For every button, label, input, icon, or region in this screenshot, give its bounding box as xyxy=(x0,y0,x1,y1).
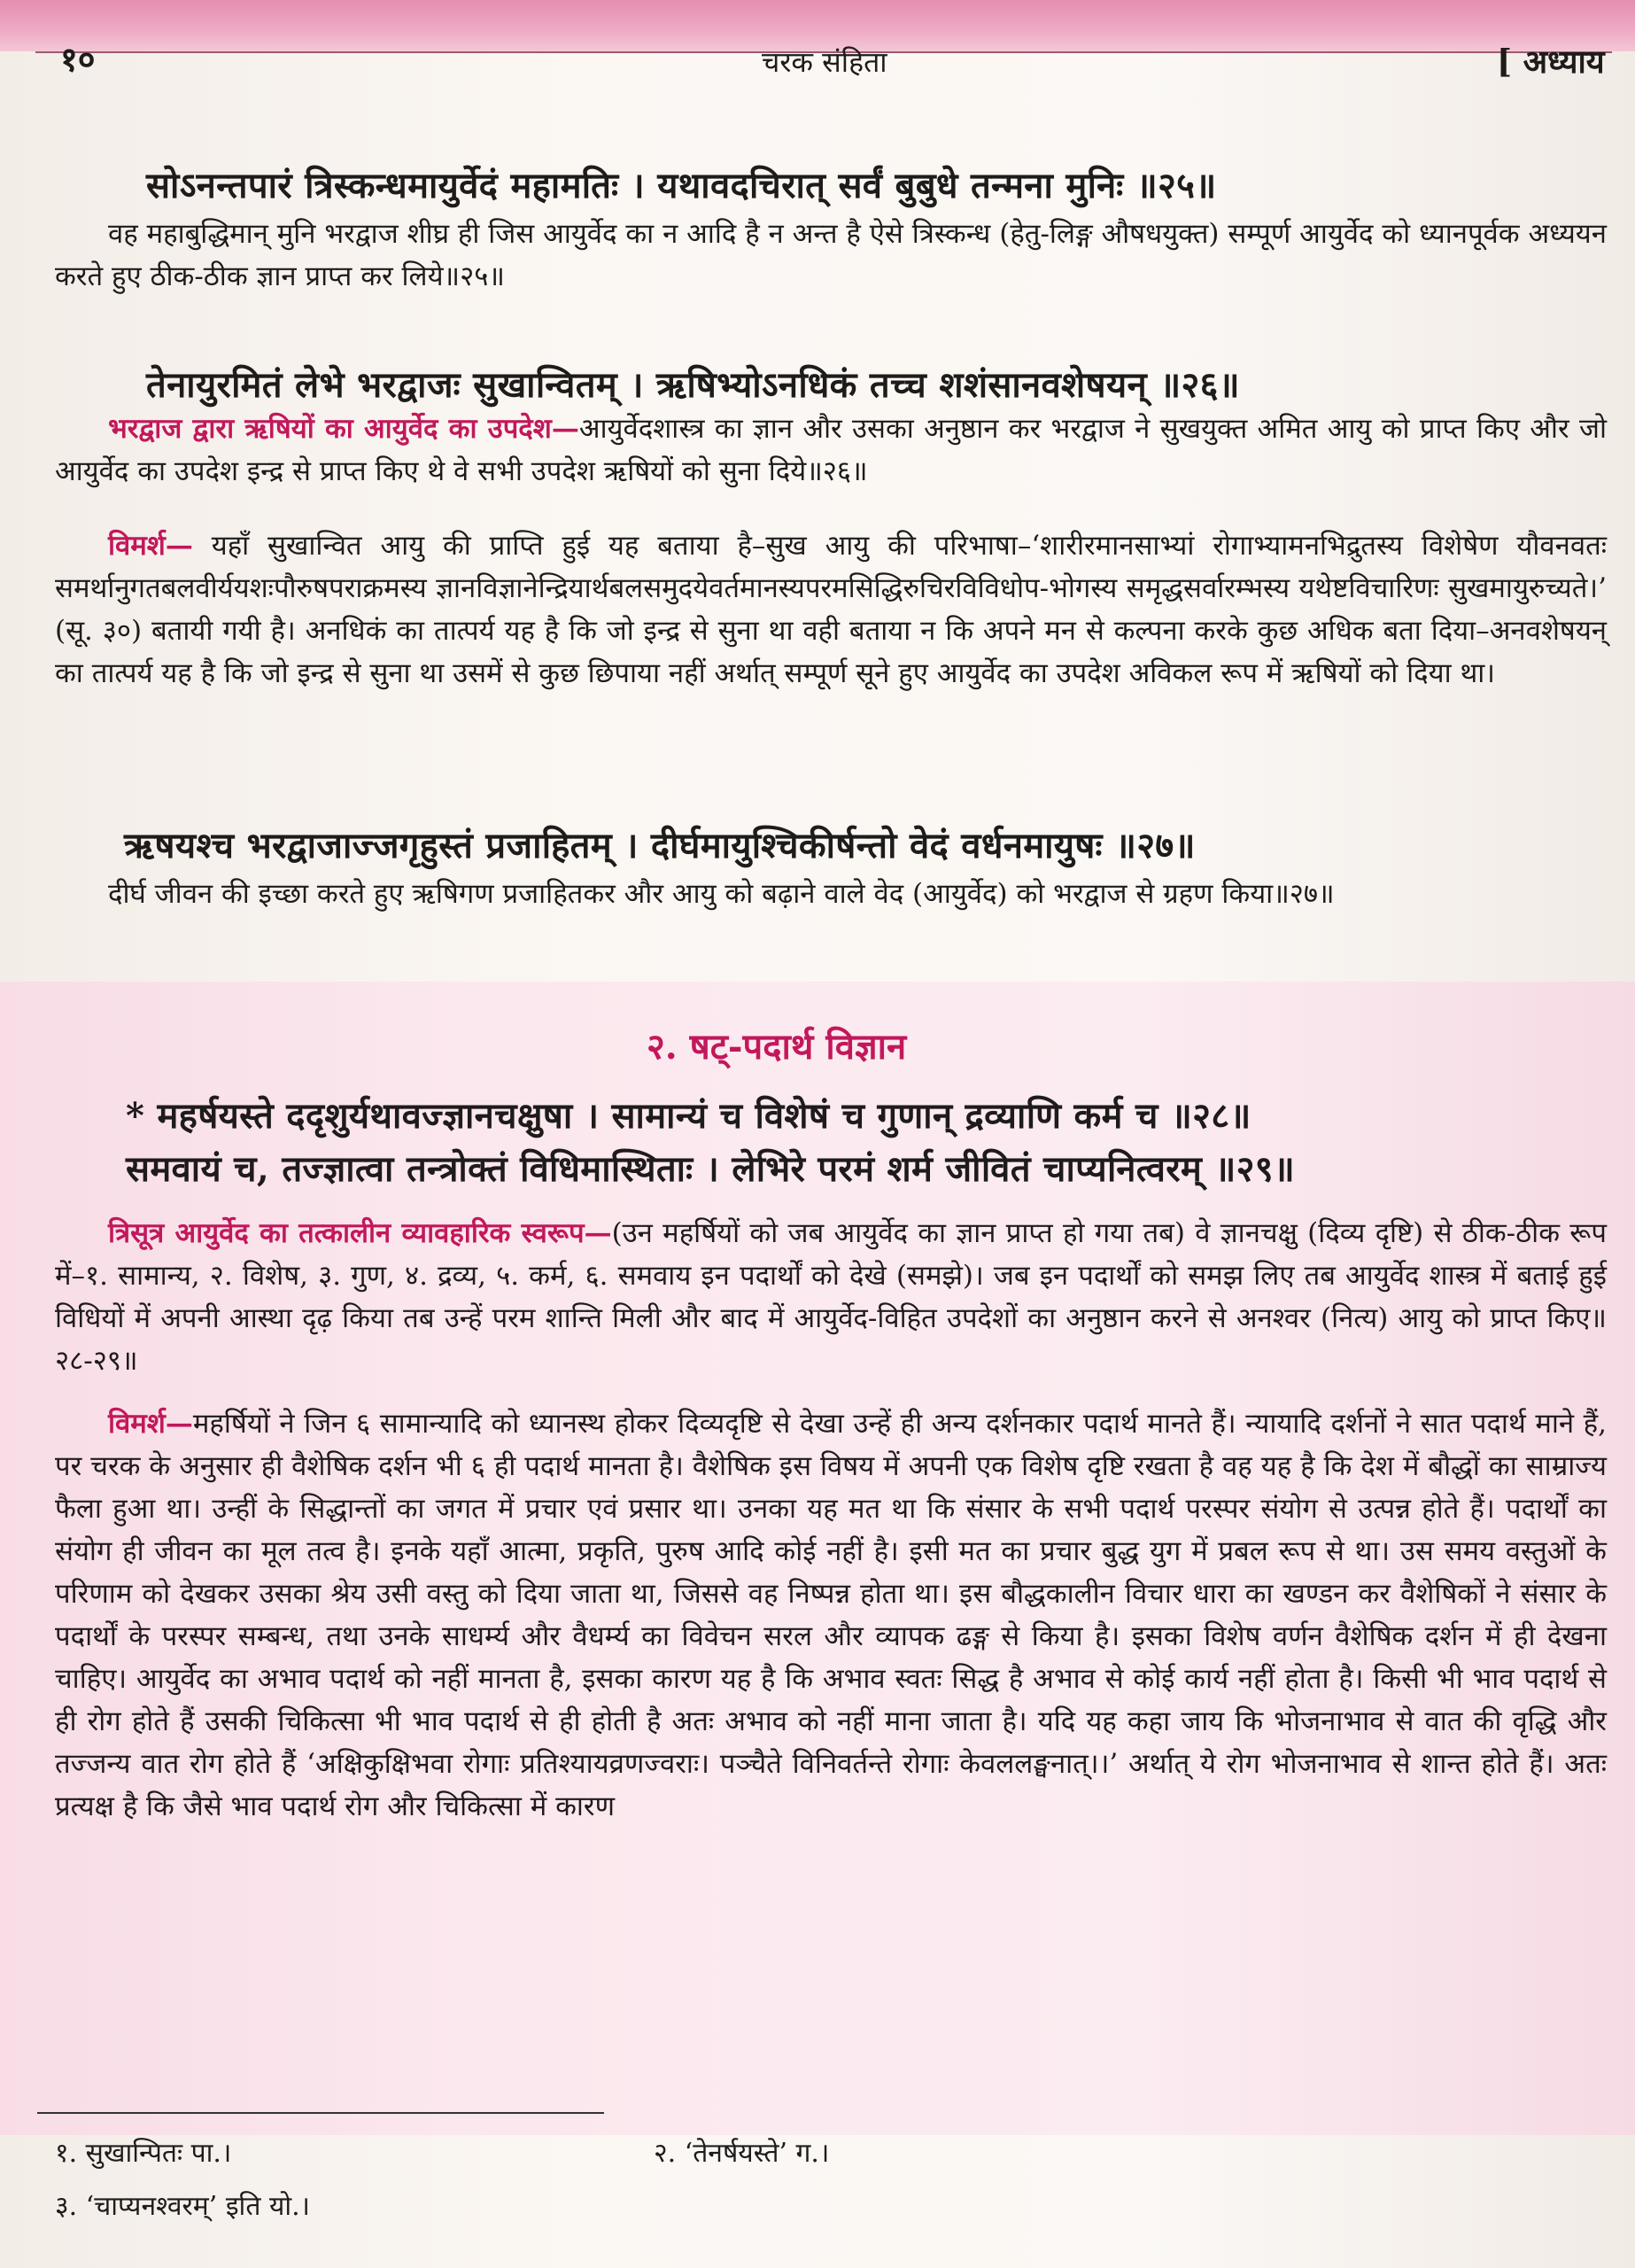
verse-27: ऋषयश्च भरद्वाजाज्जगृहुस्तं प्रजाहितम् । दीर्घमायुश्चिकीर्षन्तो वेदं वर्धनमायुषः ॥२७॥ xyxy=(124,825,1196,866)
verse-28: * महर्षयस्ते ददृशुर्यथावज्ज्ञानचक्षुषा । सामान्यं च विशेषं च गुणान् द्रव्याणि कर्म च ॥२८॥ xyxy=(126,1095,1251,1137)
verse-25: सोऽनन्तपारं त्रिस्कन्धमायुर्वेदं महामतिः । यथावदचिरात् सर्वं बुबुधे तन्मना मुनिः ॥२५॥ xyxy=(146,165,1217,206)
paragraph-26-text: आयुर्वेदशास्त्र का ज्ञान और उसका अनुष्ठान कर भरद्वाज ने सुखयुक्त अमित आयु को प्राप्त किए और जो आयुर्वेद का उपदेश इन्द्र से प्राप्त किए थे वे सभी उपदेश ऋषियों को सुना दिये॥२६॥ xyxy=(55,413,1607,487)
footnote-2: २. ‘तेनर्षयस्ते’ ग.। xyxy=(654,2138,830,2169)
paragraph-28-text: (उन महर्षियों को जब आयुर्वेद का ज्ञान प्राप्त हो गया तब) वे ज्ञानचक्षु (दिव्य दृष्टि) से ठीक-ठीक रूप में–१. सामान्य, २. विशेष, ३. गुण, ४. द्रव्य, ५. कर्म, ६. समवाय इन पदार्थों को देखे (समझे)। जब इन पदार्थों को समझ लिए तब आयुर्वेद शास्त्र में बताई हुई विधियों में अपनी आस्था दृढ़ किया तब उन्हें परम शान्ति मिली और बाद में आयुर्वेद-विहित उपदेशों का अनुष्ठान करने से अनश्वर (नित्य) आयु को प्राप्त किए॥२८-२९॥ xyxy=(55,1217,1607,1377)
paragraph-26-label: भरद्वाज द्वारा ऋषियों का आयुर्वेद का उपदेश— xyxy=(108,413,579,445)
verse-29: समवायं च, तज्ज्ञात्वा तन्त्रोक्तं विधिमास्थिताः । लेभिरे परमं शर्म जीवितं चाप्यनित्वरम् ॥२९॥ xyxy=(126,1148,1296,1190)
vimarsha-1-label: विमर्श— xyxy=(108,530,193,562)
vimarsha-2 xyxy=(55,1402,1607,1828)
vimarsha-1-text: यहाँ सुखान्वित आयु की प्राप्ति हुई यह बताया है–सुख आयु की परिभाषा–‘शारीरमानसाभ्यां रोगाभ्यामनभिद्रुतस्य विशेषेण यौवनवतः समर्थानुगतबलवीर्ययशःपौरुषपराक्रमस्य ज्ञानविज्ञानेन्द्रियार्थबलसमुदयेवर्तमानस्यपरमसिद्धिरुचिरविविधोप-भोगस्य समृद्धसर्वारम्भस्य यथेष्टविचारिणः सुखमायुरुच्यते।’ (सू. ३०) बतायी गयी है। अनधिकं का तात्पर्य यह है कि जो इन्द्र से सुना था वही बताया न कि अपने मन से कल्पना करके कुछ अधिक बता दिया–अनवशेषयन् का तात्पर्य यह है कि जो इन्द्र से सुना था उसमें से कुछ छिपाया नहीं अर्थात् सम्पूर्ण सूने हुए आयुर्वेद का उपदेश अविकल रूप में ऋषियों को दिया था। xyxy=(55,530,1607,689)
paragraph-28-label: त्रिसूत्र आयुर्वेद का तत्कालीन व्यावहारिक स्वरूप— xyxy=(108,1217,612,1249)
paragraph-27: दीर्घ जीवन की इच्छा करते हुए ऋषिगण प्रजाहितकर और आयु को बढ़ाने वाले वेद (आयुर्वेद) को भरद्वाज से ग्रहण किया॥२७॥ xyxy=(108,878,1335,910)
page-number: १० xyxy=(60,39,96,79)
vimarsha-2-label: विमर्श— xyxy=(108,1408,193,1440)
running-title: चरक संहिता xyxy=(762,45,887,79)
paragraph-26 xyxy=(55,408,1607,493)
paragraph-25: वह महाबुद्धिमान् मुनि भरद्वाज शीघ्र ही जिस आयुर्वेद का न आदि है न अन्त है ऐसे त्रिस्कन्ध (हेतु-लिङ्ग औषधयुक्त) सम्पूर्ण आयुर्वेद को ध्यानपूर्वक अध्ययन करते हुए ठीक-ठीक ज्ञान प्राप्त कर लिये॥२५॥ xyxy=(55,218,1607,292)
paragraph-28-29 xyxy=(55,1212,1607,1382)
footnote-rule xyxy=(37,2112,604,2114)
verse-26: तेनायुरमितं लेभे भरद्वाजः सुखान्वितम् । ऋषिभ्योऽनधिकं तच्च शशंसानवशेषयन् ॥२६॥ xyxy=(146,364,1240,406)
footnote-1: १. सुखान्पितः पा.। xyxy=(55,2138,232,2169)
vimarsha-2-text: महर्षियों ने जिन ६ सामान्यादि को ध्यानस्थ होकर दिव्यदृष्टि से देखा उन्हें ही अन्य दर्शनकार पदार्थ मानते हैं। न्यायादि दर्शनों ने सात पदार्थ माने हैं, पर चरक के अनुसार ही वैशेषिक दर्शन भी ६ ही पदार्थ मानता है। वैशेषिक इस विषय में अपनी एक विशेष दृष्टि रखता है वह यह है कि देश में बौद्धों का साम्राज्य फैला हुआ था। उन्हीं के सिद्धान्तों का जगत में प्रचार एवं प्रसार था। उनका यह मत था कि संसार के सभी पदार्थ परस्पर संयोग से उत्पन्न होते हैं। पदार्थों का संयोग ही जीवन का मूल तत्व है। इनके यहाँ आत्मा, प्रकृति, पुरुष आदि कोई नहीं है। इसी मत का प्रचार बुद्ध युग में प्रबल रूप से था। उस समय वस्तुओं के परिणाम को देखकर उसका श्रेय उसी वस्तु को दिया जाता था, जिससे वह निष्पन्न होता था। इस बौद्धकालीन विचार धारा का खण्डन कर वैशेषिकों ने संसार के पदार्थों के परस्पर सम्बन्ध, तथा उनके साधर्म्य और वैधर्म्य का विवेचन सरल और व्यापक ढङ्ग से किया है। इसका विशेष वर्णन वैशेषिक दर्शन में ही देखना चाहिए। आयुर्वेद का अभाव पदार्थ को नहीं मानता है, इसका कारण यह है कि अभाव स्वतः सिद्ध है अभाव से कोई कार्य नहीं होता है। किसी भी भाव पदार्थ से ही रोग होते हैं उसकी चिकित्सा भी भाव पदार्थ से ही होती है अतः अभाव को नहीं माना जाता है। यदि यह कहा जाय कि भोजनाभाव से वात की वृद्धि और तज्जन्य वात रोग होते हैं ‘अक्षिकुक्षिभवा रोगाः प्रतिश्यायव्रणज्वराः। पञ्चैते विनिवर्तन्ते रोगाः केवललङ्घनात्।।’ अर्थात् ये रोग भोजनाभाव से शान्त होते हैं। अतः प्रत्यक्ष है कि जैसे भाव पदार्थ रोग और चिकित्सा में कारण xyxy=(55,1408,1607,1822)
chapter-label: [ अध्याय xyxy=(1497,43,1605,81)
section-title: २. षट्-पदार्थ विज्ञान xyxy=(647,1026,907,1068)
vimarsha-1 xyxy=(55,524,1607,695)
footnote-3: ३. ‘चाप्यनश्वरम्’ इति यो.। xyxy=(55,2191,311,2222)
